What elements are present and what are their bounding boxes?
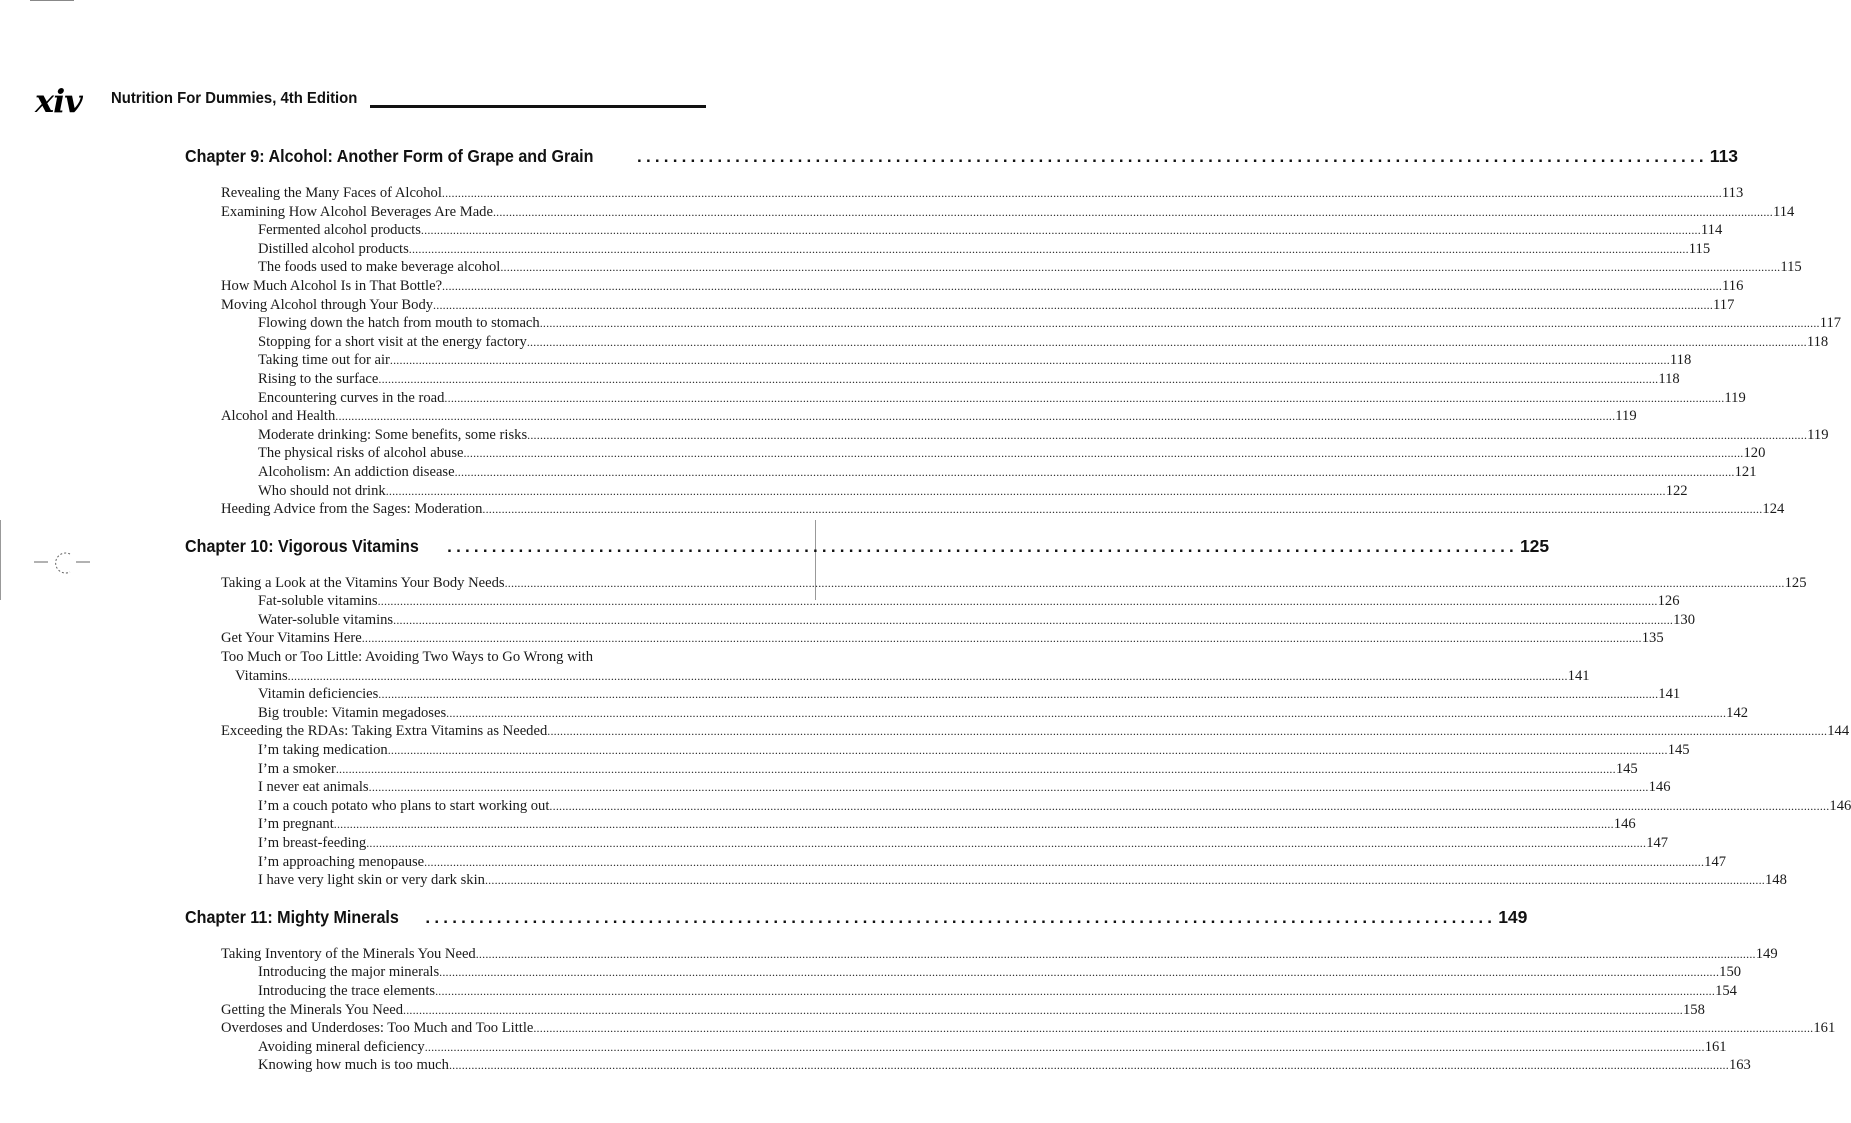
toc-entry: [185, 184, 1744, 203]
toc-entry-page: 117: [1819, 315, 1842, 332]
toc-entry-page: 147: [1704, 853, 1727, 870]
toc-entry: [185, 685, 1681, 704]
toc-entry-title: I never eat animals: [258, 779, 369, 796]
toc-entry-title: Getting the Minerals You Need: [221, 1001, 403, 1018]
toc-entry-page: 125: [1784, 574, 1807, 591]
toc-entry-title: Vitamin deficiencies: [258, 686, 379, 703]
toc-entry-page: 161: [1704, 1038, 1727, 1055]
dot-leader: ................................................................................................................................................................................................................................................................................................................................................................................................................: [403, 1002, 1683, 1017]
toc-entry-title: Overdoses and Underdoses: Too Much and Too Little: [221, 1020, 534, 1037]
dot-leader: ................................................................................................................................................................................................................................................................................................................................................................................................................: [361, 631, 1642, 646]
toc-chapter-heading: [185, 535, 1550, 562]
toc-entry-page: 124: [1762, 501, 1785, 518]
dot-leader: ................................................................................................................................................................................................................................................................................................................................................................................................................: [482, 502, 1763, 517]
toc-entry-title: Distilled alcohol products: [258, 240, 409, 257]
toc-entry-title: Taking a Look at the Vitamins Your Body Needs: [221, 574, 505, 591]
toc-entry: [185, 258, 1802, 277]
dot-leader: ................................................................................................................................................................................................................................................................................................................................................................................................................: [378, 687, 1659, 702]
toc-entry-title: I’m a smoker: [258, 760, 336, 777]
page-folio: xiv: [35, 82, 82, 120]
toc-entry-page: 141: [1658, 686, 1681, 703]
toc-entry-page: 113: [1721, 185, 1744, 201]
toc-entry-title: Alcohol and Health: [221, 408, 336, 425]
dot-leader: ................................................................................................................................................................................................................................................................................................................................................................................................................: [333, 817, 1614, 832]
toc-entry-page: 119: [1615, 408, 1637, 425]
toc-entry: [185, 778, 1671, 797]
toc-entry: [185, 314, 1842, 333]
dot-leader: ........................................................................................................................: [425, 907, 1497, 927]
toc-entry-title: Introducing the trace elements: [258, 982, 436, 999]
toc-entry-page: 119: [1807, 426, 1829, 443]
chapter-spacer: [185, 172, 702, 184]
dot-leader: ................................................................................................................................................................................................................................................................................................................................................................................................................: [387, 743, 1668, 758]
dot-leader: ................................................................................................................................................................................................................................................................................................................................................................................................................: [420, 223, 1701, 238]
dot-leader: ................................................................................................................................................................................................................................................................................................................................................................................................................: [547, 724, 1828, 739]
toc-entry-page: 142: [1726, 704, 1749, 721]
toc-entry-title: I’m pregnant: [258, 816, 334, 833]
header-rule: [370, 105, 706, 108]
chapter-title: Chapter 11: Mighty Minerals: [185, 906, 399, 927]
toc-entry: [185, 853, 1727, 872]
toc-entry-title: Water-soluble vitamins: [258, 611, 394, 628]
toc-entry-title: Encountering curves in the road: [258, 389, 445, 406]
toc-entry: [185, 815, 1636, 834]
toc-entry-title: Get Your Vitamins Here: [221, 630, 362, 647]
toc-entry: [185, 1056, 1751, 1075]
toc-entry: [185, 351, 1692, 370]
dot-leader: ................................................................................................................................................................................................................................................................................................................................................................................................................: [454, 464, 1735, 479]
toc-entry-title: Stopping for a short visit at the energy factory: [258, 333, 527, 350]
toc-entry-page: 163: [1728, 1057, 1751, 1074]
toc-entry: [185, 240, 1711, 259]
dot-leader: ................................................................................................................................................................................................................................................................................................................................................................................................................: [475, 946, 1756, 961]
toc-entry-title: Who should not drink: [258, 482, 386, 499]
toc-entry-title: Exceeding the RDAs: Taking Extra Vitamins as Needed: [221, 723, 548, 740]
chapter-spacer: [185, 933, 702, 945]
toc-entry: [185, 945, 1778, 964]
dot-leader: ................................................................................................................................................................................................................................................................................................................................................................................................................: [368, 780, 1649, 795]
dot-leader: ................................................................................................................................................................................................................................................................................................................................................................................................................: [424, 1039, 1705, 1054]
toc-entry: [185, 722, 1850, 741]
toc-entry: [185, 277, 1744, 296]
dot-leader: ................................................................................................................................................................................................................................................................................................................................................................................................................: [549, 798, 1830, 813]
chapter-page-number: 149: [1498, 906, 1528, 927]
dot-leader: ................................................................................................................................................................................................................................................................................................................................................................................................................: [377, 594, 1658, 609]
toc-entry: [185, 741, 1690, 760]
dot-leader: ................................................................................................................................................................................................................................................................................................................................................................................................................: [484, 873, 1765, 888]
toc-entry: [185, 444, 1766, 463]
toc-entry-title: Introducing the major minerals: [258, 964, 440, 981]
running-title: Nutrition For Dummies, 4th Edition: [111, 90, 358, 107]
toc-entry-page: 119: [1724, 389, 1746, 406]
dot-leader: ................................................................................................................................................................................................................................................................................................................................................................................................................: [424, 854, 1705, 869]
dot-leader: ................................................................................................................................................................................................................................................................................................................................................................................................................: [504, 575, 1785, 590]
toc-entry: [185, 629, 1664, 648]
toc-entry: [185, 389, 1746, 408]
toc-entry-page: 114: [1772, 203, 1795, 220]
toc-entry: [185, 667, 1590, 686]
toc-entry: [185, 500, 1785, 519]
toc-entry-page: 117: [1713, 296, 1735, 313]
dot-leader: ................................................................................................................................................................................................................................................................................................................................................................................................................: [527, 427, 1808, 442]
toc-entry-page: 121: [1734, 463, 1757, 480]
toc-entry: [185, 482, 1688, 501]
toc-entry: [185, 574, 1807, 593]
dot-leader: ................................................................................................................................................................................................................................................................................................................................................................................................................: [435, 983, 1716, 998]
toc-entry-title: Flowing down the hatch from mouth to stomach: [258, 315, 540, 332]
toc-chapter-heading: [185, 146, 1739, 172]
dot-leader: ................................................................................................................................................................................................................................................................................................................................................................................................................: [444, 390, 1725, 405]
toc-entry-title: I’m a couch potato who plans to start working out: [258, 797, 550, 814]
toc-entry-title: Heeding Advice from the Sages: Moderation: [221, 501, 483, 518]
toc-entry-title: Knowing how much is too much: [258, 1057, 449, 1074]
dot-leader: ................................................................................................................................................................................................................................................................................................................................................................................................................: [385, 483, 1666, 498]
toc-entry: [185, 463, 1757, 482]
toc-entry-page: 118: [1806, 333, 1829, 350]
table-of-contents: [185, 146, 1851, 1075]
toc-entry-title: Examining How Alcohol Beverages Are Made: [221, 203, 493, 220]
toc-entry: [185, 370, 1680, 389]
chapter-title: Chapter 10: Vigorous Vitamins: [185, 535, 419, 556]
toc-entry-page: 126: [1657, 593, 1680, 610]
toc-entry-title: Rising to the surface: [258, 370, 379, 387]
toc-entry-page: 115: [1780, 259, 1802, 276]
dot-leader: ................................................................................................................................................................................................................................................................................................................................................................................................................: [539, 316, 1820, 331]
toc-entry: [185, 221, 1723, 240]
toc-entry-page: 115: [1688, 240, 1711, 257]
toc-entry: [185, 1038, 1727, 1057]
toc-entry-title: Taking Inventory of the Minerals You Need: [221, 945, 476, 962]
toc-entry: [185, 296, 1735, 315]
dot-leader: ................................................................................................................................................................................................................................................................................................................................................................................................................: [366, 836, 1647, 850]
toc-entry-title: Fat-soluble vitamins: [258, 593, 378, 610]
toc-entry-title: I’m taking medication: [258, 742, 388, 759]
toc-entry-title: I’m breast-feeding: [258, 835, 367, 851]
toc-entry-page: 145: [1615, 760, 1638, 777]
toc-entry-title-line: Too Much or Too Little: Avoiding Two Ways to Go Wrong with: [221, 649, 594, 666]
dot-leader: ........................................................................................................................: [447, 536, 1518, 556]
dot-leader: ................................................................................................................................................................................................................................................................................................................................................................................................................: [448, 1058, 1729, 1073]
dot-leader: ................................................................................................................................................................................................................................................................................................................................................................................................................: [463, 446, 1744, 461]
toc-entry: [185, 760, 1638, 779]
toc-entry-title: Alcoholism: An addiction disease: [258, 463, 455, 480]
dot-leader: ................................................................................................................................................................................................................................................................................................................................................................................................................: [446, 705, 1727, 720]
toc-entry-page: 114: [1700, 222, 1723, 239]
dot-leader: ................................................................................................................................................................................................................................................................................................................................................................................................................: [287, 668, 1568, 683]
toc-entry-title: Fermented alcohol products: [258, 222, 421, 239]
toc-entry-page: 146: [1648, 779, 1671, 796]
toc-entry-title: Taking time out for air: [258, 352, 390, 369]
chapter-title: Chapter 9: Alcohol: Another Form of Grape and Grain: [185, 146, 594, 166]
dot-leader: ................................................................................................................................................................................................................................................................................................................................................................................................................: [441, 186, 1722, 200]
toc-entry-page: 118: [1669, 352, 1692, 369]
toc-entry: [185, 797, 1851, 816]
toc-entry-page: 158: [1683, 1001, 1705, 1018]
chapter-spacer: [185, 890, 702, 907]
toc-entry-title: Big trouble: Vitamin megadoses: [258, 704, 447, 721]
toc-entry-title: Avoiding mineral deficiency: [258, 1038, 425, 1055]
dot-leader: ................................................................................................................................................................................................................................................................................................................................................................................................................: [526, 334, 1807, 349]
crop-mark-top: [30, 0, 74, 1]
chapter-page-number: 125: [1519, 535, 1550, 556]
toc-entry-page: 141: [1567, 667, 1590, 684]
dot-leader: ................................................................................................................................................................................................................................................................................................................................................................................................................: [533, 1021, 1814, 1036]
dot-leader: ................................................................................................................................................................................................................................................................................................................................................................................................................: [389, 353, 1670, 368]
toc-entry-page: 130: [1673, 611, 1696, 628]
toc-entry: [185, 592, 1680, 611]
dot-leader: ................................................................................................................................................................................................................................................................................................................................................................................................................: [393, 612, 1674, 627]
toc-entry: [185, 963, 1742, 982]
toc-entry-page: 147: [1646, 835, 1669, 851]
toc-entry-page: 118: [1658, 370, 1680, 387]
toc-entry-page: 116: [1722, 277, 1744, 294]
dot-leader: ................................................................................................................................................................................................................................................................................................................................................................................................................: [335, 409, 1616, 424]
toc-entry-title: The foods used to make beverage alcohol: [258, 259, 501, 276]
toc-entry: [185, 1001, 1705, 1020]
toc-entry-title: The physical risks of alcohol abuse: [258, 445, 464, 462]
toc-entry-title: Vitamins: [235, 667, 288, 684]
dot-leader: ................................................................................................................................................................................................................................................................................................................................................................................................................: [442, 278, 1723, 293]
toc-entry-title: I’m approaching menopause: [258, 853, 425, 870]
dot-leader: ................................................................................................................................................................................................................................................................................................................................................................................................................: [492, 204, 1773, 219]
registration-mark-icon: [34, 548, 90, 578]
toc-entry-page: 148: [1764, 872, 1787, 889]
toc-entry-title: How Much Alcohol Is in That Bottle?: [221, 277, 443, 294]
toc-entry-title: I have very light skin or very dark skin: [258, 872, 485, 889]
toc-entry: [185, 333, 1829, 352]
toc-entry-title: Moderate drinking: Some benefits, some risks: [258, 426, 528, 443]
toc-entry-title: Moving Alcohol through Your Body: [221, 296, 434, 313]
toc-entry-page: 146: [1613, 816, 1636, 833]
toc-entry-page: 161: [1813, 1020, 1836, 1037]
toc-entry-page: 144: [1827, 723, 1850, 740]
chapter-spacer: [185, 519, 702, 536]
toc-entry-page: 150: [1719, 964, 1742, 981]
crop-mark-left: [0, 520, 1, 600]
chapter-page-number: 113: [1709, 146, 1739, 166]
dot-leader: ................................................................................................................................................................................................................................................................................................................................................................................................................: [378, 371, 1659, 386]
dot-leader: ................................................................................................................................................................................................................................................................................................................................................................................................................: [500, 260, 1781, 275]
toc-entry-page: 149: [1755, 945, 1778, 962]
toc-entry-page: 145: [1667, 742, 1690, 759]
toc-entry-page: 120: [1743, 445, 1766, 462]
toc-entry: [185, 611, 1696, 630]
toc-entry-page: 135: [1641, 630, 1664, 647]
toc-entry-title: Revealing the Many Faces of Alcohol: [221, 185, 442, 201]
toc-entry: [185, 834, 1669, 853]
toc-entry-page: 122: [1665, 482, 1688, 499]
toc-entry-page: 146: [1829, 797, 1851, 814]
dot-leader: ........................................................................................................................: [637, 147, 1708, 166]
dot-leader: ................................................................................................................................................................................................................................................................................................................................................................................................................: [408, 241, 1689, 256]
toc-entry: [185, 704, 1749, 723]
toc-chapter-heading: [185, 906, 1528, 933]
toc-entry: [185, 203, 1795, 222]
toc-entry: [185, 982, 1737, 1001]
dot-leader: ................................................................................................................................................................................................................................................................................................................................................................................................................: [433, 297, 1714, 312]
toc-entry: [185, 1019, 1836, 1038]
dot-leader: ................................................................................................................................................................................................................................................................................................................................................................................................................: [439, 965, 1720, 980]
chapter-spacer: [185, 562, 702, 574]
dot-leader: ................................................................................................................................................................................................................................................................................................................................................................................................................: [335, 761, 1616, 776]
toc-entry: [185, 871, 1787, 890]
toc-entry-page: 154: [1715, 982, 1737, 999]
toc-entry: [185, 426, 1829, 445]
toc-entry: [185, 407, 1637, 426]
